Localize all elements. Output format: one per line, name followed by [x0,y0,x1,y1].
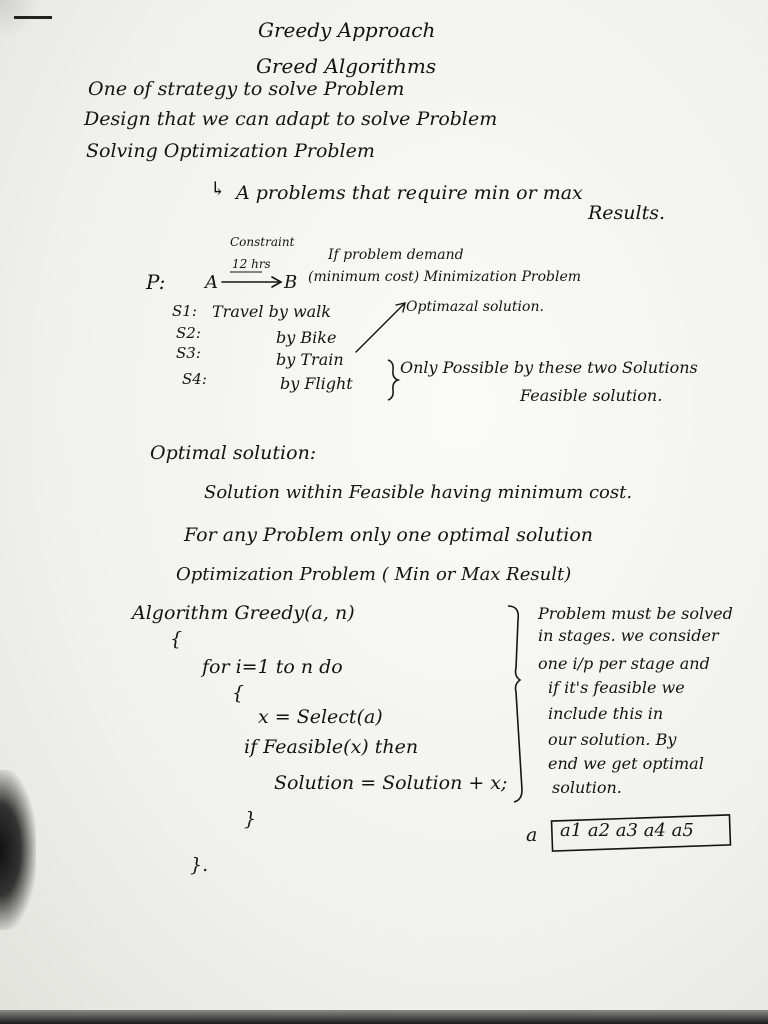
algorithm-close-brace-2: } [244,808,257,830]
intro-line-1: One of strategy to solve Problem [88,78,405,100]
s1-label: S1: [172,302,197,320]
minimization-text: (minimum cost) Minimization Problem [308,269,582,285]
constraint-label: Constraint [230,235,295,249]
array-contents: a1 a2 a3 a4 a5 [560,820,694,841]
s2-label: S2: [176,324,201,342]
algorithm-for-loop: for i=1 to n do [202,656,343,678]
feasible-solution-label: Feasible solution. [520,386,663,405]
optimal-line-1: Solution within Feasible having minimum cost. [204,482,633,503]
algorithm-signature: Algorithm Greedy(a, n) [132,602,355,624]
note-line-6: our solution. By [548,730,677,749]
array-label: a [526,824,538,846]
intro-results: Results. [588,202,666,224]
note-line-5: include this in [548,704,664,723]
p-label: P: [146,270,166,294]
note-line-7: end we get optimal [548,754,704,773]
train-flight-brace-icon [388,360,398,400]
note-line-1: Problem must be solved [538,604,733,623]
page-bottom-shadow [0,1010,768,1024]
page-edge-shadow [0,770,36,930]
algorithm-open-brace-2: { [232,682,245,704]
note-line-3: one i/p per stage and [538,654,710,673]
optimal-line-3: Optimization Problem ( Min or Max Result) [176,564,572,585]
point-a: A [205,272,218,293]
array-box [552,815,731,851]
s4-label: S4: [182,370,207,388]
algorithm-solution: Solution = Solution + x; [274,772,508,794]
s2-text: by Bike [276,328,337,347]
point-b: B [284,272,298,293]
s3-label: S3: [176,344,201,362]
note-line-2: in stages. we consider [538,626,719,645]
s3-text: by Train [276,350,344,369]
note-line-8: solution. [552,778,622,797]
algorithm-close-brace: }. [190,854,209,876]
title-greed-algorithms: Greed Algorithms [256,54,437,78]
arrow-icon: ↳ [210,178,226,200]
intro-line-3: Solving Optimization Problem [86,140,375,162]
intro-line-2: Design that we can adapt to solve Problem [84,108,498,130]
note-line-4: if it's feasible we [548,678,685,697]
intro-arrow-text: A problems that require min or max [236,182,583,204]
title-greedy-approach: Greedy Approach [258,18,436,42]
s1-text: Travel by walk [212,302,331,321]
hrs-label: 12 hrs [232,257,271,271]
algorithm-select: x = Select(a) [258,706,383,728]
optimal-solution-label: Optimazal solution. [406,299,544,315]
note-bracket-icon [508,606,522,802]
algorithm-if-feasible: if Feasible(x) then [244,736,419,758]
demand-label: If problem demand [328,247,464,263]
a-to-b-arrow-icon [222,277,281,287]
optimal-line-2: For any Problem only one optimal solution [184,524,594,546]
algorithm-open-brace: { [170,628,183,650]
s4-text: by Flight [280,374,353,393]
only-possible-text: Only Possible by these two Solutions [400,358,698,377]
optimal-heading: Optimal solution: [150,442,317,464]
optimal-pointer-arrow-icon [356,303,405,352]
